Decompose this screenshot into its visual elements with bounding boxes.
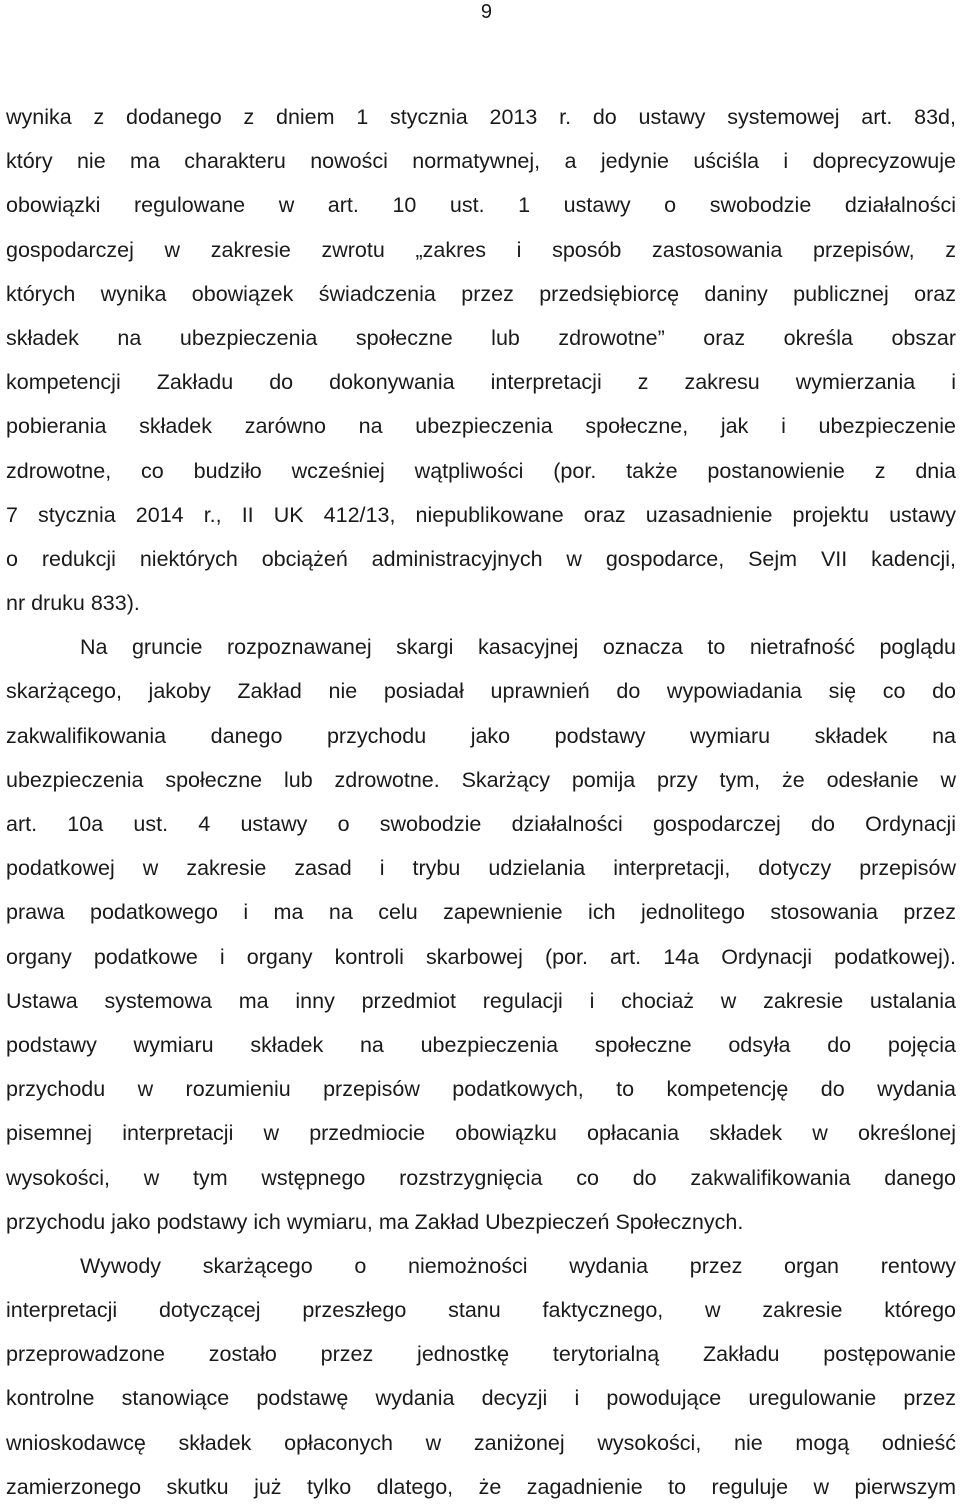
document-body [6, 95, 956, 1509]
page-number: 9 [480, 1, 492, 23]
text-line: kompetencji Zakładu do dokonywania interpretacji z zakresu wymierzania i [6, 370, 956, 395]
text-line: gospodarczej w zakresie zwrotu „zakres i sposób zastosowania przepisów, z [6, 237, 956, 262]
text-line: organy podatkowe i organy kontroli skarbowej (por. art. 14a Ordynacji podatkowej). [6, 944, 956, 969]
text-line: wynika z dodanego z dniem 1 stycznia 2013 r. do ustawy systemowej art. 83d, [6, 105, 956, 129]
text-line: ubezpieczenia społeczne lub zdrowotne. Skarżący pomija przy tym, że odesłanie w [6, 767, 956, 792]
text-line: składek na ubezpieczenia społeczne lub zdrowotne” oraz określa obszar [6, 325, 956, 350]
text-line: zamierzonego skutku już tylko dlatego, że zagadnienie to reguluje w pierwszym [6, 1474, 956, 1499]
text-line: zakwalifikowania danego przychodu jako podstawy wymiaru składek na [6, 723, 956, 748]
text-line: podatkowej w zakresie zasad i trybu udzielania interpretacji, dotyczy przepisów [6, 856, 956, 881]
text-line: pobierania składek zarówno na ubezpieczenia społeczne, jak i ubezpieczenie [6, 414, 956, 439]
text-line: wysokości, w tym wstępnego rozstrzygnięcia co do zakwalifikowania danego [6, 1165, 956, 1190]
text-line: kontrolne stanowiące podstawę wydania decyzji i powodujące uregulowanie przez [6, 1386, 956, 1411]
text-line: o redukcji niektórych obciążeń administracyjnych w gospodarce, Sejm VII kadencji, [6, 546, 956, 571]
text-line: przychodu jako podstawy ich wymiaru, ma Zakład Ubezpieczeń Społecznych. [6, 1209, 744, 1234]
text-line: pisemnej interpretacji w przedmiocie obowiązku opłacania składek w określonej [6, 1121, 956, 1146]
text-line: interpretacji dotyczącej przeszłego stanu faktycznego, w zakresie którego [6, 1298, 956, 1323]
text-line: nr druku 833). [6, 591, 140, 616]
text-line: Ustawa systemowa ma inny przedmiot regulacji i chociaż w zakresie ustalania [6, 988, 956, 1013]
text-line: zdrowotne, co budziło wcześniej wątpliwości (por. także postanowienie z dnia [6, 458, 956, 483]
text-line: obowiązki regulowane w art. 10 ust. 1 ustawy o swobodzie działalności [6, 193, 956, 218]
text-line: Na gruncie rozpoznawanej skargi kasacyjnej oznacza to nietrafność poglądu [80, 635, 956, 660]
text-line: 7 stycznia 2014 r., II UK 412/13, niepublikowane oraz uzasadnienie projektu ustawy [6, 502, 956, 527]
text-line: wnioskodawcę składek opłaconych w zaniżonej wysokości, nie mogą odnieść [6, 1430, 956, 1455]
text-line: przychodu w rozumieniu przepisów podatkowych, to kompetencję do wydania [6, 1077, 956, 1102]
text-line: przeprowadzone zostało przez jednostkę terytorialną Zakładu postępowanie [6, 1342, 956, 1367]
text-line: który nie ma charakteru nowości normatywnej, a jedynie uściśla i doprecyzowuje [6, 149, 956, 174]
text-line: Wywody skarżącego o niemożności wydania przez organ rentowy [80, 1253, 956, 1278]
text-line: art. 10a ust. 4 ustawy o swobodzie działalności gospodarczej do Ordynacji [6, 812, 956, 836]
text-line: prawa podatkowego i ma na celu zapewnienie ich jednolitego stosowania przez [6, 900, 956, 925]
text-line: skarżącego, jakoby Zakład nie posiadał uprawnień do wypowiadania się co do [6, 679, 956, 704]
text-line: podstawy wymiaru składek na ubezpieczenia społeczne odsyła do pojęcia [6, 1032, 956, 1057]
text-line: których wynika obowiązek świadczenia przez przedsiębiorcę daniny publicznej oraz [6, 281, 956, 306]
